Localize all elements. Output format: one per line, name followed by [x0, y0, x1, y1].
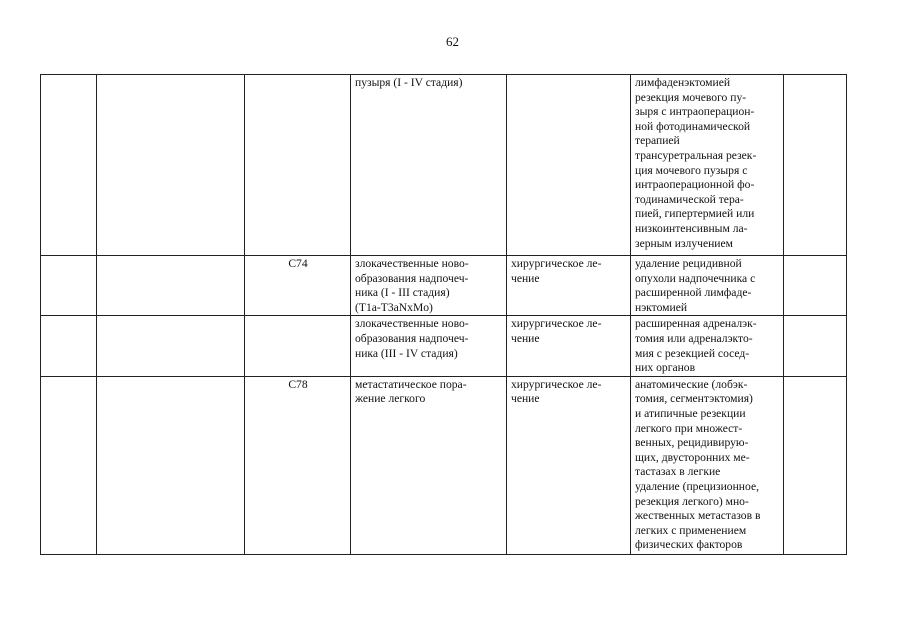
- method-line: интраоперационной фо-: [635, 178, 755, 192]
- method-line: физических факторов: [635, 538, 743, 552]
- diagnosis-line: жение легкого: [355, 392, 426, 406]
- method-line: ной фотодинамической: [635, 119, 751, 133]
- diagnosis-line: ника (I - III стадия): [355, 286, 450, 300]
- method-line: расширенная адреналэк-: [635, 317, 757, 331]
- cell-number: [41, 75, 97, 256]
- diagnosis-line: образования надпочеч-: [355, 271, 469, 285]
- method-line: низкоинтенсивным ла-: [635, 221, 748, 235]
- method-line: лимфаденэктомией: [635, 76, 731, 89]
- cell-treatment: [507, 376, 631, 554]
- diagnosis-line: метастатическое пора-: [355, 377, 467, 391]
- cell-group: [97, 75, 245, 256]
- method-line: расширенной лимфаде-: [635, 286, 752, 300]
- cell-method: [631, 316, 784, 376]
- cell-treatment: [507, 256, 631, 316]
- diagnosis-line: злокачественные ново-: [355, 317, 469, 331]
- treatment-line: чение: [511, 392, 540, 406]
- cell-treatment: [507, 75, 631, 256]
- table-row: [41, 376, 847, 554]
- cell-extra: [784, 316, 847, 376]
- cell-code: [245, 75, 351, 256]
- diagnosis-line: образования надпочеч-: [355, 331, 469, 345]
- method-line: легкого при множест-: [635, 421, 743, 435]
- table-row: [41, 75, 847, 256]
- method-line: мия с резекцией сосед-: [635, 346, 750, 360]
- cell-method: [631, 256, 784, 316]
- method-line: пией, гипертермией или: [635, 207, 755, 221]
- method-line: тодинамической тера-: [635, 192, 744, 206]
- cell-diagnosis: [351, 376, 507, 554]
- cell-method: [631, 376, 784, 554]
- table-body: [41, 75, 847, 555]
- method-line: ция мочевого пузыря с: [635, 163, 748, 177]
- cell-number: [41, 316, 97, 376]
- method-line: тастазах в легкие: [635, 465, 721, 479]
- cell-diagnosis: [351, 75, 507, 256]
- method-line: резекция легкого) мно-: [635, 494, 749, 508]
- method-line: удаление рецидивной: [635, 257, 742, 270]
- method-line: анатомические (лобэк-: [635, 377, 748, 391]
- method-line: щих, двусторонних ме-: [635, 450, 750, 464]
- cell-group: [97, 376, 245, 554]
- method-line: томия или адреналэкто-: [635, 331, 753, 345]
- cell-code: [245, 316, 351, 376]
- method-line: зыря с интраоперацион-: [635, 105, 755, 119]
- cell-code: C78: [245, 376, 351, 554]
- diagnosis-line: (T1a-T3aNxMo): [355, 300, 433, 314]
- cell-extra: [784, 256, 847, 316]
- cell-diagnosis: [351, 256, 507, 316]
- method-line: резекция мочевого пу-: [635, 90, 747, 104]
- method-line: удаление (прецизионное,: [635, 479, 759, 493]
- method-line: трансуретральная резек-: [635, 148, 757, 162]
- cell-number: [41, 256, 97, 316]
- cell-method: [631, 75, 784, 256]
- cell-group: [97, 316, 245, 376]
- method-line: жественных метастазов в: [635, 509, 761, 523]
- treatment-line: чение: [511, 271, 540, 285]
- method-line: зерным излучением: [635, 236, 733, 250]
- diagnosis-line: злокачественные ново-: [355, 257, 469, 270]
- table-row: [41, 256, 847, 316]
- table-row: [41, 316, 847, 376]
- method-line: и атипичные резекции: [635, 406, 746, 420]
- method-line: терапией: [635, 134, 680, 148]
- treatment-line: хирургическое ле-: [511, 317, 602, 331]
- method-line: нэктомией: [635, 300, 688, 314]
- cell-extra: [784, 376, 847, 554]
- diagnosis-line: ника (III - IV стадия): [355, 346, 458, 360]
- cell-diagnosis: [351, 316, 507, 376]
- cell-number: [41, 376, 97, 554]
- diagnosis-line: пузыря (I - IV стадия): [355, 76, 463, 89]
- cell-code: C74: [245, 256, 351, 316]
- cell-group: [97, 256, 245, 316]
- treatment-line: хирургическое ле-: [511, 257, 602, 270]
- treatment-table: [40, 74, 847, 555]
- method-line: опухоли надпочечника с: [635, 271, 756, 285]
- treatment-line: чение: [511, 331, 540, 345]
- method-line: венных, рецидивирую-: [635, 436, 749, 450]
- treatment-line: хирургическое ле-: [511, 377, 602, 391]
- method-line: них органов: [635, 361, 696, 375]
- method-line: легких с применением: [635, 523, 747, 537]
- cell-extra: [784, 75, 847, 256]
- method-line: томия, сегментэктомия): [635, 392, 753, 406]
- page-number: 62: [446, 34, 459, 49]
- cell-treatment: [507, 316, 631, 376]
